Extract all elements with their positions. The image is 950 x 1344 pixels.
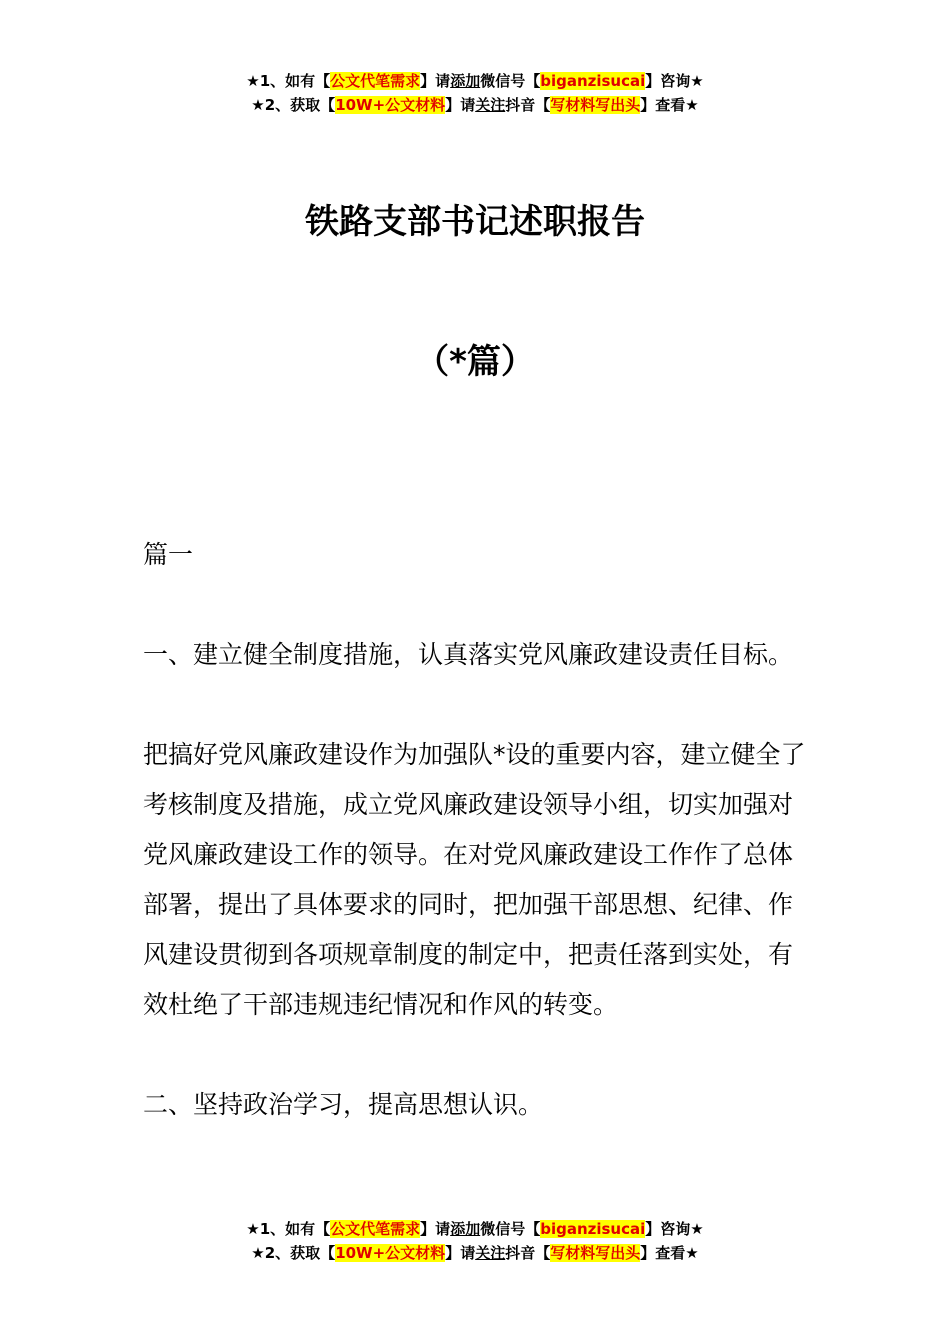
highlight-materials: 10W+公文材料 bbox=[335, 1244, 446, 1262]
document-body bbox=[143, 530, 813, 1180]
document-subtitle: （*篇） bbox=[415, 342, 535, 382]
heading-2: 二、坚持政治学习，提高思想认识。 bbox=[143, 1090, 544, 1119]
paragraph: 把搞好党风廉政建设作为加强队*设的重要内容，建立健全了考核制度及措施，成立党风廉政建设领导小组，切实加强对党风廉政建设工作的领导。在对党风廉政建设工作作了总体部署，提出了具体要求的同时，把加强干部思想、纪律、作风建设贯彻到各项规章制度的制定中，把责任落到实处，有效杜绝了干部违规违纪情况和作风的转变。 bbox=[143, 740, 806, 1019]
header-banner bbox=[0, 69, 950, 117]
footer-banner bbox=[0, 1217, 950, 1265]
banner-line-2: ★2、获取【10W+公文材料】请关注抖音【写材料写出头】查看★ bbox=[251, 1244, 699, 1262]
banner-line-1: ★1、如有【公文代笔需求】请添加微信号【biganzisucai】咨询★ bbox=[246, 72, 704, 90]
highlight-wechat-id: biganzisucai bbox=[540, 72, 646, 90]
section-label: 篇一 bbox=[143, 540, 194, 569]
banner-line-2: ★2、获取【10W+公文材料】请关注抖音【写材料写出头】查看★ bbox=[251, 96, 699, 114]
banner-line-1: ★1、如有【公文代笔需求】请添加微信号【biganzisucai】咨询★ bbox=[246, 1220, 704, 1238]
highlight-materials: 10W+公文材料 bbox=[335, 96, 446, 114]
highlight-douyin: 写材料写出头 bbox=[550, 96, 641, 114]
highlight-service: 公文代笔需求 bbox=[330, 1220, 421, 1238]
highlight-service: 公文代笔需求 bbox=[330, 72, 421, 90]
highlight-douyin: 写材料写出头 bbox=[550, 1244, 641, 1262]
heading-1: 一、建立健全制度措施，认真落实党风廉政建设责任目标。 bbox=[143, 640, 794, 669]
highlight-wechat-id: biganzisucai bbox=[540, 1220, 646, 1238]
document-title: 铁路支部书记述职报告 bbox=[305, 202, 645, 242]
